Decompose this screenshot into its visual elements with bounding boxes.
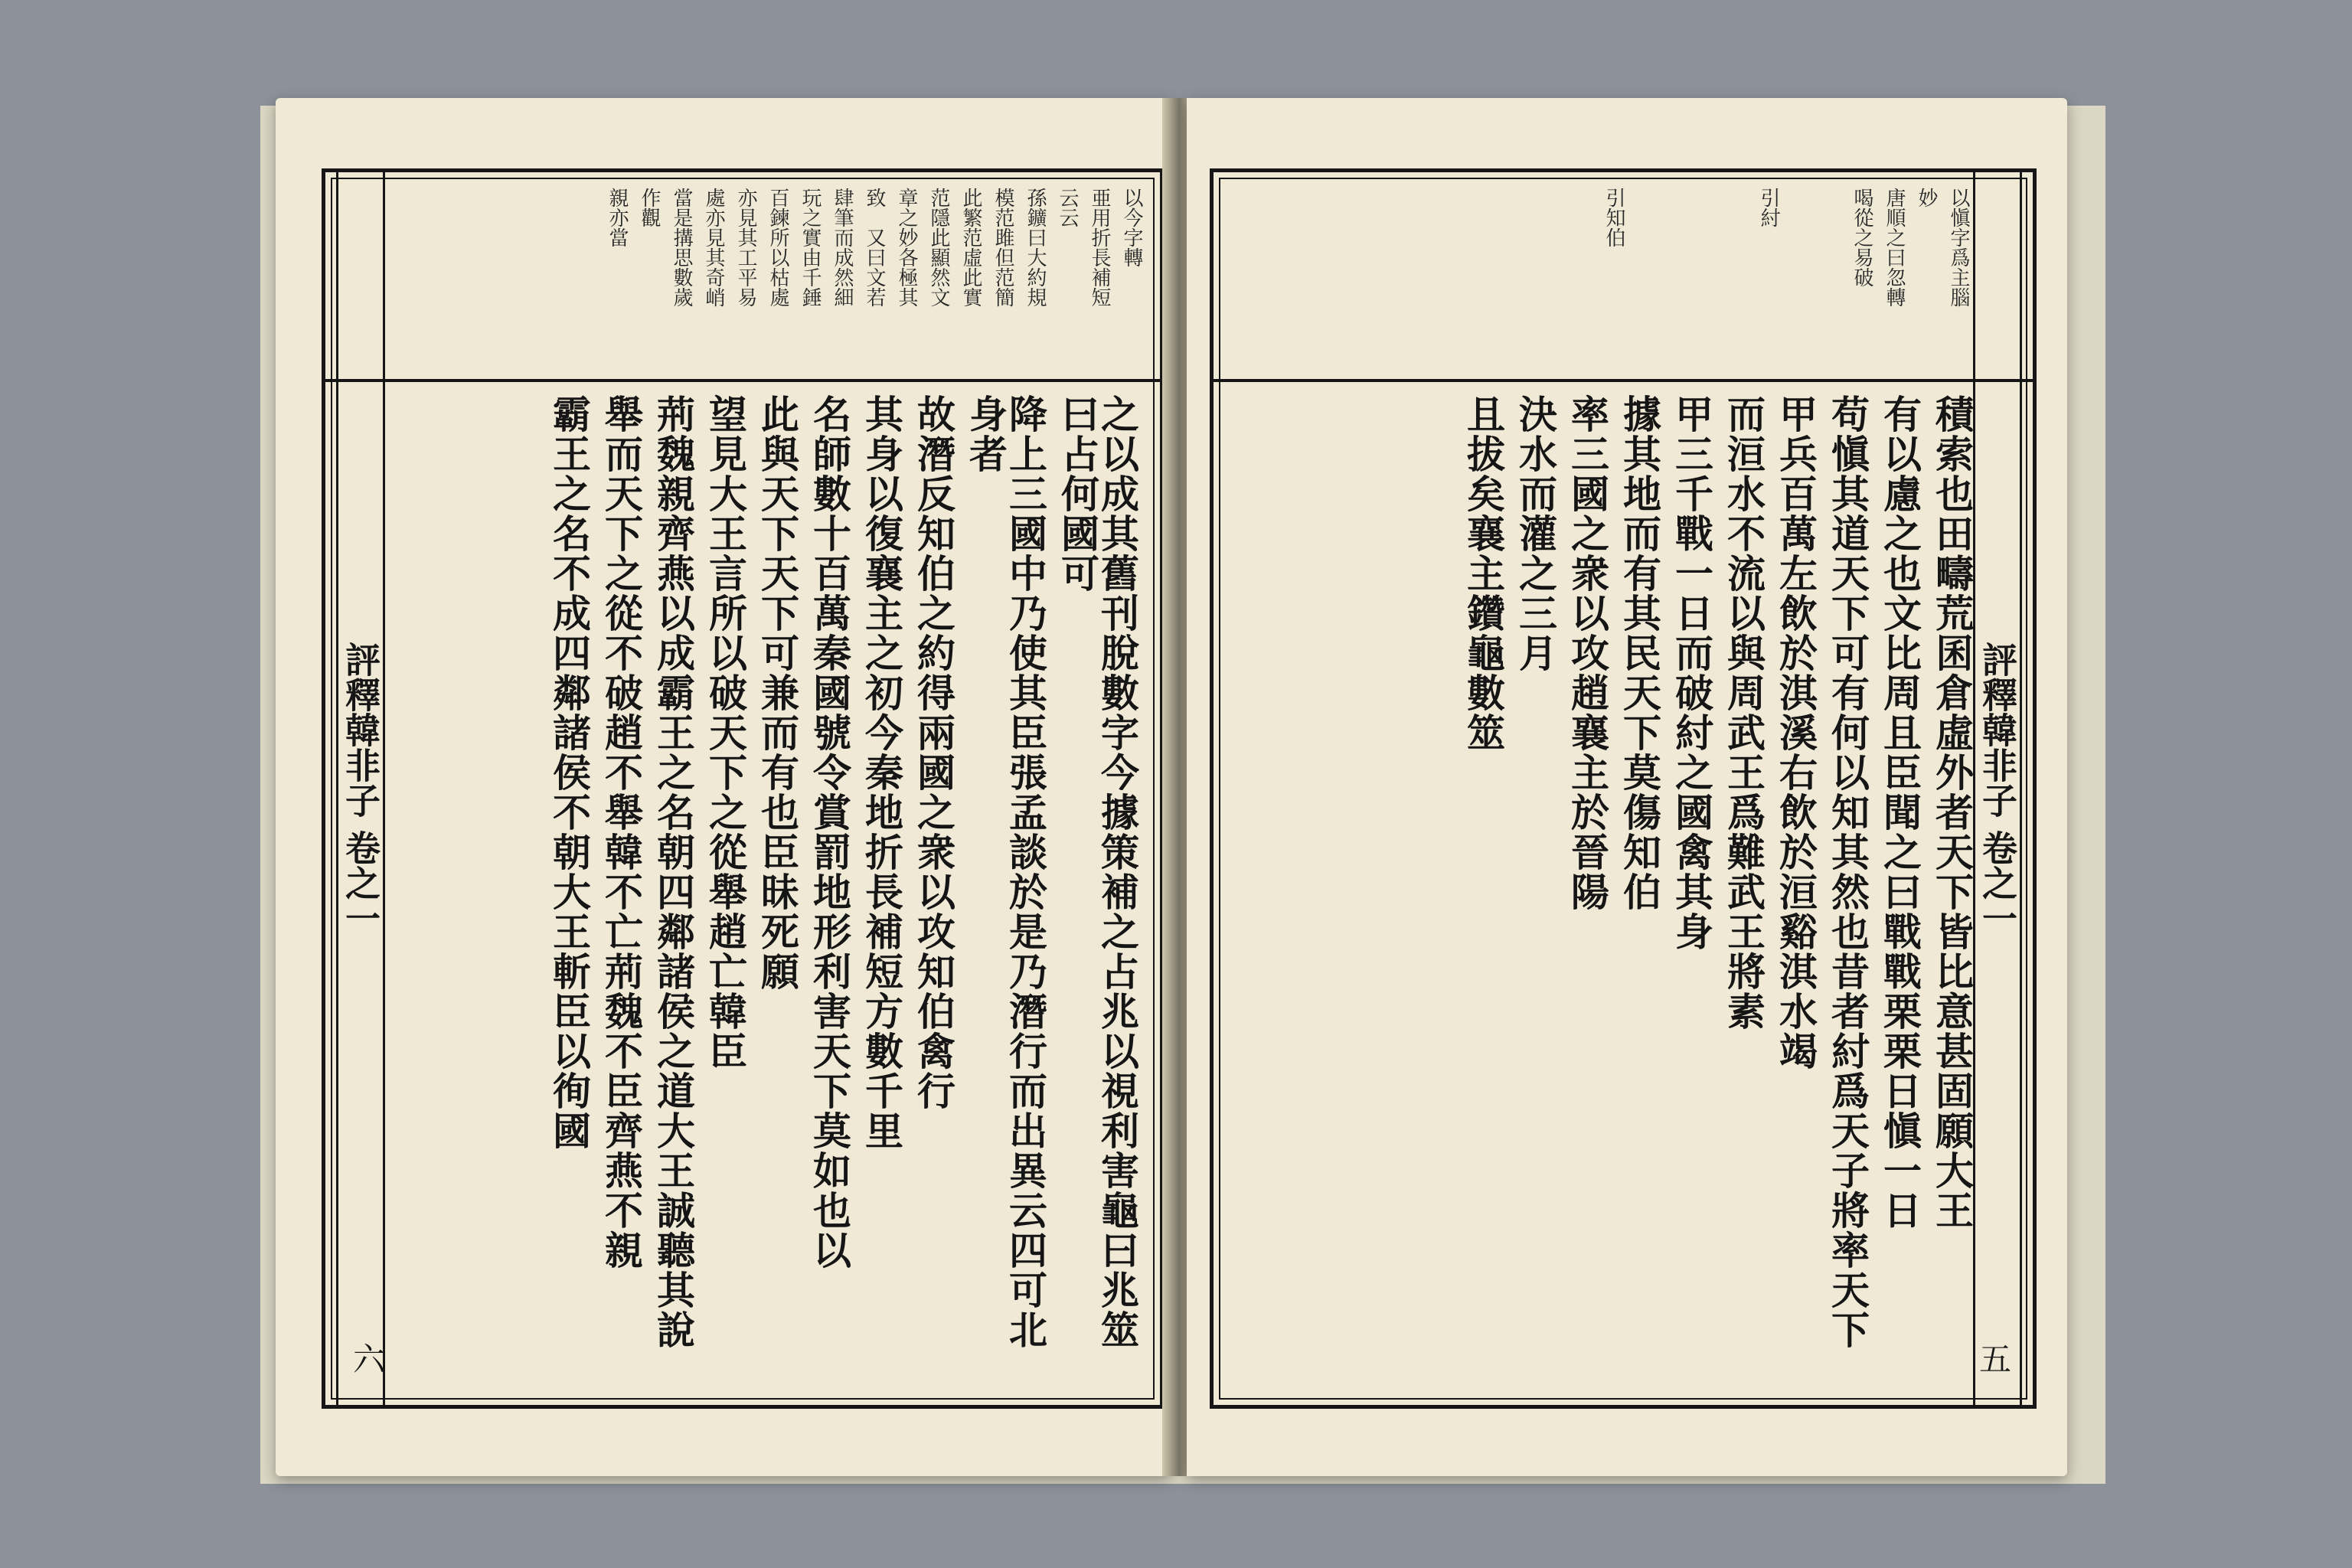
main-text bbox=[1236, 394, 1975, 1382]
text-column: 之以成其舊刊脫數字今據策補之占兆以視利害龜曰兆筮曰占何國可 bbox=[1055, 394, 1140, 1350]
head-note: 喝從之易破 bbox=[1851, 188, 1873, 287]
right-page bbox=[1187, 98, 2067, 1476]
header-divider bbox=[1214, 379, 2033, 382]
text-column: 甲兵百萬左飲於淇溪右飲於洹谿淇水竭 bbox=[1773, 394, 1818, 1071]
right-page-margin-title bbox=[1973, 172, 2022, 1405]
head-note: 肆筆而成然細 bbox=[831, 188, 854, 307]
head-note: 此繁范虛此實 bbox=[959, 188, 982, 307]
head-note: 引紂 bbox=[1757, 188, 1780, 227]
text-column: 此與天下天下可兼而有也臣昧死願 bbox=[755, 394, 800, 991]
head-note: 范隱此顯然文 bbox=[927, 188, 950, 307]
volume-label: 卷之一 bbox=[1977, 830, 2018, 936]
text-column: 有以慮之也文比周且臣聞之曰戰戰栗栗日愼一日 bbox=[1877, 394, 1922, 1230]
head-note: 妙 bbox=[1915, 188, 1938, 207]
left-page-frame bbox=[322, 168, 1164, 1409]
head-note: 作觀 bbox=[638, 188, 661, 227]
head-note: 親亦當 bbox=[606, 188, 629, 247]
head-note: 孫鑛曰大約規 bbox=[1024, 188, 1047, 307]
text-column: 其身以復襄主之初今秦地折長補短方數千里 bbox=[859, 394, 904, 1151]
text-column: 甲三千戰一日而破紂之國禽其身 bbox=[1669, 394, 1714, 952]
head-note: 唐順之曰忽轉 bbox=[1883, 188, 1906, 307]
text-column: 降上三國中乃使其臣張孟談於是乃潛行而出異云四可北身者 bbox=[963, 394, 1048, 1350]
head-note: 玩之實由千錘 bbox=[799, 188, 822, 307]
text-column: 決水而灌之三月 bbox=[1513, 394, 1558, 673]
head-note: 百鍊所以枯處 bbox=[766, 188, 789, 307]
page-number: 六 bbox=[348, 1342, 386, 1374]
head-note: 亦見其工平易 bbox=[734, 188, 757, 307]
left-page-margin-title bbox=[336, 172, 385, 1405]
running-title: 評釋韓非子 bbox=[1977, 641, 2018, 818]
text-column: 苟愼其道天下可有何以知其然也昔者紂爲天子將率天下 bbox=[1825, 394, 1870, 1350]
volume-label: 卷之一 bbox=[340, 830, 381, 936]
main-text bbox=[394, 394, 1140, 1382]
head-note: 以愼字爲主腦 bbox=[1947, 188, 1970, 307]
open-book bbox=[253, 98, 2105, 1484]
left-page bbox=[276, 98, 1171, 1476]
text-column: 名師數十百萬秦國號令賞罰地形利害天下莫如也以 bbox=[807, 394, 852, 1270]
head-notes bbox=[394, 188, 1145, 371]
head-note: 致 又曰文若 bbox=[863, 188, 886, 307]
header-divider bbox=[325, 379, 1160, 382]
head-note: 亜用折長補短 bbox=[1088, 188, 1111, 307]
text-column: 望見大王言所以破天下之從舉趙亡韓臣 bbox=[703, 394, 748, 1071]
text-column: 舉而天下之從不破趙不舉韓不亡荊魏不臣齊燕不親 bbox=[599, 394, 644, 1270]
running-title: 評釋韓非子 bbox=[340, 641, 381, 818]
right-page-frame bbox=[1210, 168, 2037, 1409]
head-note: 模范雎但范簡 bbox=[991, 188, 1014, 307]
page-number: 五 bbox=[1975, 1342, 2012, 1374]
text-column: 據其地而有其民天下莫傷知伯 bbox=[1617, 394, 1662, 912]
head-note: 引知伯 bbox=[1602, 188, 1625, 247]
text-column: 且拔矣襄主鑽龜數筮 bbox=[1461, 394, 1506, 753]
text-column: 故潛反知伯之約得兩國之衆以攻知伯禽行 bbox=[911, 394, 956, 1111]
text-column: 而洹水不流以與周武王爲難武王將素 bbox=[1721, 394, 1766, 1031]
head-note: 以今字轉 bbox=[1120, 188, 1143, 267]
text-column: 率三國之衆以攻趙襄主於晉陽 bbox=[1565, 394, 1610, 912]
head-note: 當是搆思數歲 bbox=[670, 188, 693, 307]
text-column: 霸王之名不成四鄰諸侯不朝大王斬臣以徇國 bbox=[547, 394, 592, 1151]
head-note: 章之妙各極其 bbox=[895, 188, 918, 307]
head-note: 處亦見其奇峭 bbox=[702, 188, 725, 307]
text-column: 荊魏親齊燕以成霸王之名朝四鄰諸侯之道大王誠聽其說 bbox=[651, 394, 696, 1350]
text-column: 積索也田疇荒囷倉虛外者天下皆比意甚固願大王 bbox=[1929, 394, 1975, 1230]
head-note: 云云 bbox=[1056, 188, 1079, 227]
head-notes bbox=[1236, 188, 1971, 371]
